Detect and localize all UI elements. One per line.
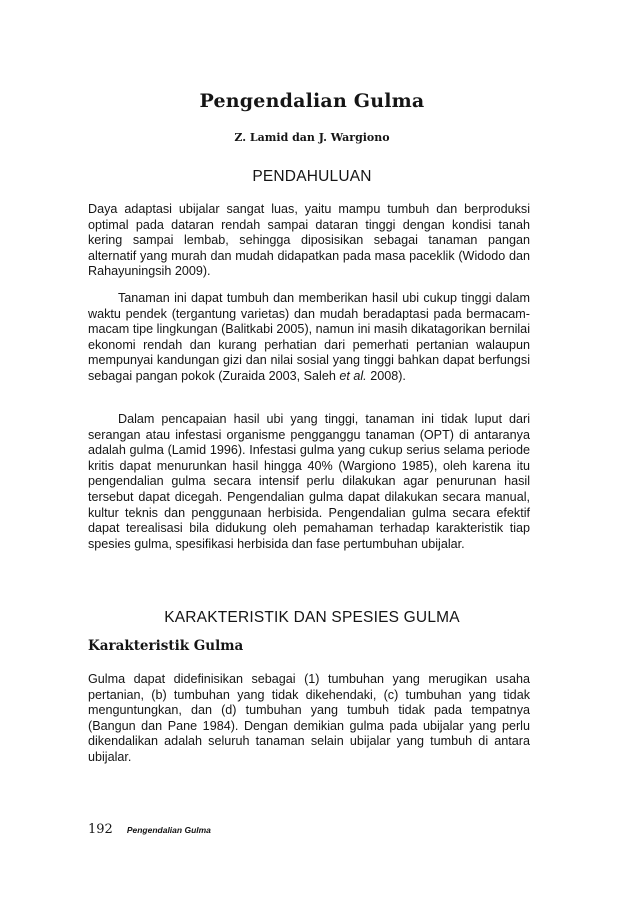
citation-et-al: et al. (339, 368, 367, 383)
paragraph-intro-1: Daya adaptasi ubijalar sangat luas, yaitu mampu tumbuh dan berproduksi optimal pada dataran rendah sampai dataran tinggi dengan kondisi tanah kering sampai lembab, sehingga diposisikan sebagai tanaman pangan alternatif yang murah dan mudah didapatkan pada masa paceklik (Widodo dan Rahayuningsih 2009). (88, 202, 530, 279)
paragraph-intro-2 (88, 291, 530, 385)
section-heading-pendahuluan: PENDAHULUAN (252, 168, 372, 185)
subheading-karakteristik-gulma: Karakteristik Gulma (88, 638, 244, 654)
paragraph-intro-3: Dalam pencapaian hasil ubi yang tinggi, tanaman ini tidak luput dari serangan atau infestasi organisme pengganggu tanaman (OPT) di antaranya adalah gulma (Lamid 1996). Infestasi gulma yang cukup serius selama periode kritis dapat menurunkan hasil hingga 40% (Wargiono 1985), oleh karena itu pengendalian gulma secara intensif perlu dilakukan agar penurunan hasil tersebut dapat dicegah. Pengendalian gulma dapat dilakukan secara manual, kultur teknis dan penggunaan herbisida. Pengendalian gulma secara efektif dapat terealisasi bila didukung oleh pemahaman terhadap karakteristik tiap spesies gulma, spesifikasi herbisida dan fase pertumbuhan ubijalar. (88, 412, 530, 551)
page-number: 192 (88, 822, 113, 837)
citation-year: 2008). (370, 368, 406, 383)
page-footer (88, 822, 211, 837)
paragraph-intro-2-text: Tanaman ini dapat tumbuh dan memberikan hasil ubi cukup tinggi dalam waktu pendek (tergantung varietas) dan mudah beradaptasi pada bermacam-macam tipe lingkungan (Balitkabi 2005), namun ini masih dikatagorikan bernilai ekonomi rendah dan kurang perhatian dari pemerhati pertanian walaupun mempunyai kandungan gizi dan nilai sosial yang tinggi bahkan dapat berfungsi sebagai pangan pokok (Zuraida 2003, Saleh (88, 291, 530, 383)
running-title: Pengendalian Gulma (126, 825, 211, 835)
section-heading-karakteristik-spesies: KARAKTERISTIK DAN SPESIES GULMA (164, 609, 460, 626)
article-authors: Z. Lamid dan J. Wargiono (234, 131, 390, 144)
paragraph-karakteristik-1: Gulma dapat didefinisikan sebagai (1) tumbuhan yang merugikan usaha pertanian, (b) tumbuhan yang tidak dikehendaki, (c) tumbuhan yang tidak menguntungkan, dan (d) tumbuhan yang tumbuh tidak pada tempatnya (Bangun dan Pane 1984). Dengan demikian gulma pada ubijalar yang perlu dikendalikan adalah seluruh tanaman selain ubijalar yang tumbuh di antara ubijalar. (88, 672, 530, 764)
article-title: Pengendalian Gulma (199, 90, 425, 112)
